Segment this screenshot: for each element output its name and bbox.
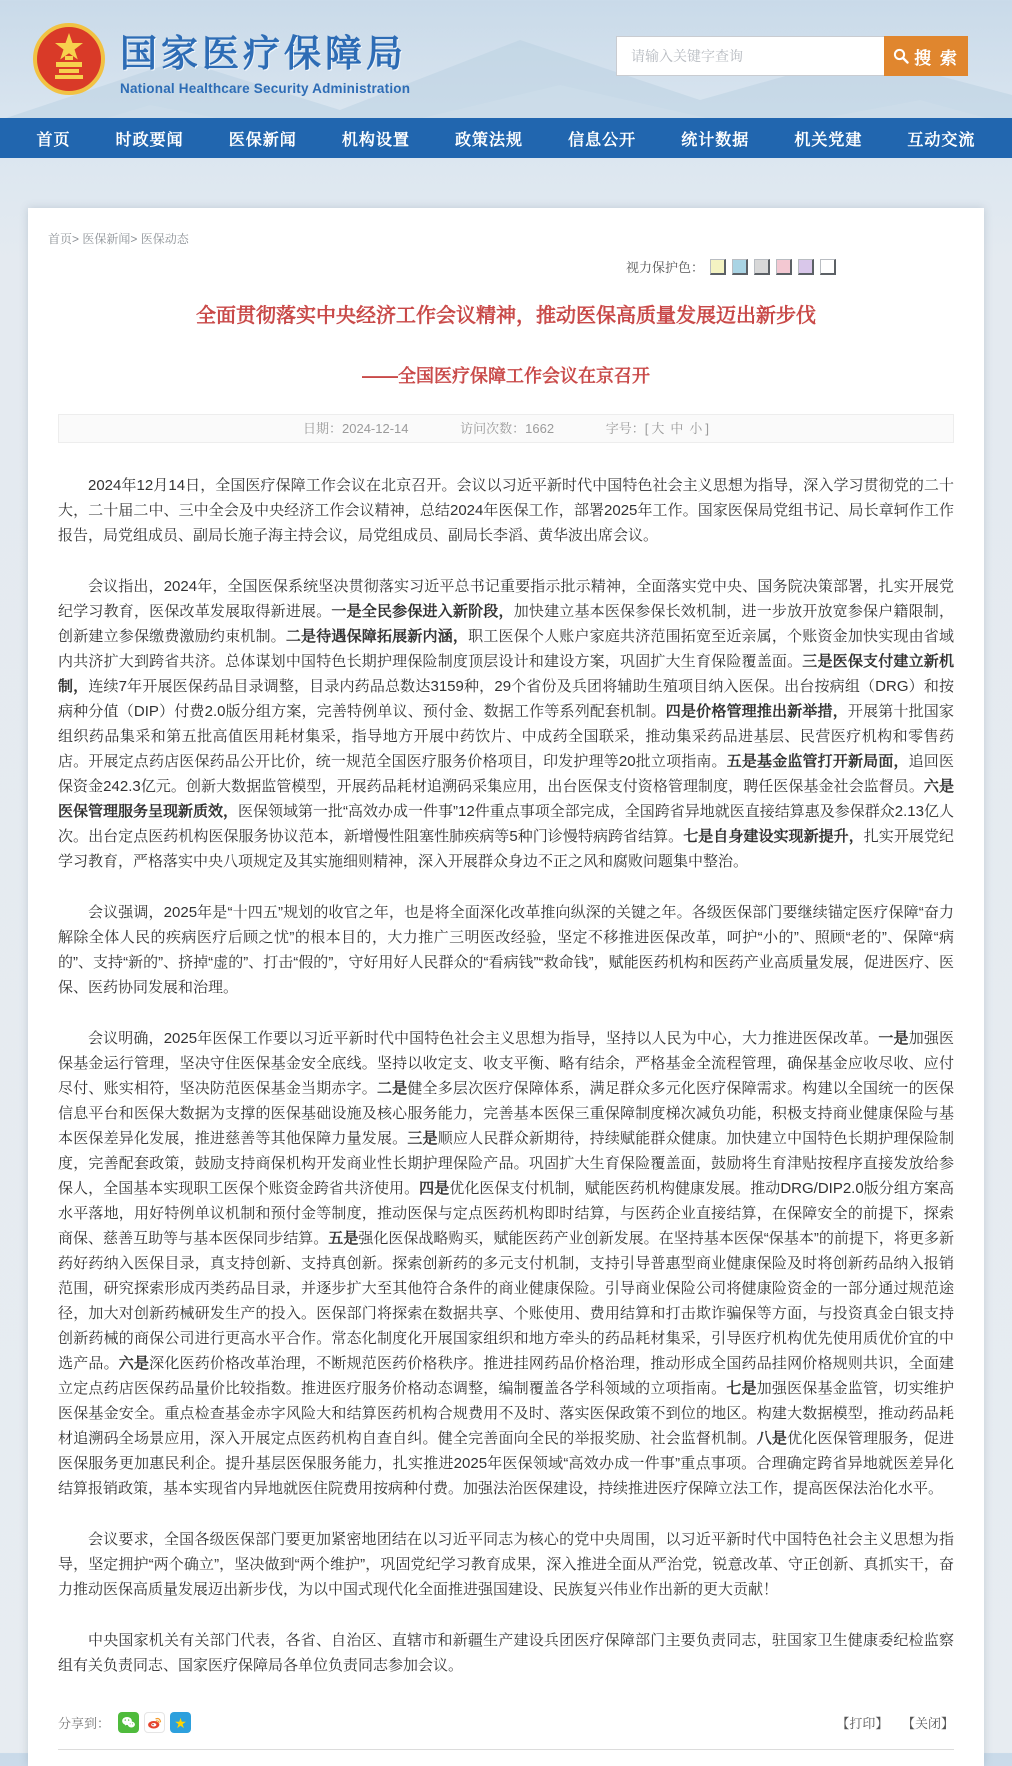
article-subtitle: ——全国医疗保障工作会议在京召开 [362, 366, 650, 386]
breadcrumb [28, 208, 984, 247]
eye-protection-swatch-3[interactable] [754, 259, 770, 275]
font-size-small[interactable]: 小 [689, 421, 703, 436]
eye-protection-row [28, 257, 984, 276]
nav-item-statistics[interactable]: 统计数据 [681, 131, 750, 149]
font-size-label: 字号： [605, 421, 645, 436]
visits-count: 1662 [525, 421, 555, 436]
article-meta-bar [58, 414, 954, 443]
eye-protection-label: 视力保护色： [625, 260, 704, 275]
nav-item-home[interactable]: 首页 [36, 131, 71, 149]
nav-item-interaction[interactable]: 互动交流 [907, 131, 976, 149]
wechat-icon[interactable] [118, 1712, 139, 1733]
eye-protection-swatch-6[interactable] [820, 259, 836, 275]
search-icon [893, 48, 909, 64]
nav-item-organization[interactable]: 机构设置 [341, 131, 410, 149]
font-size-medium[interactable]: 中 [670, 421, 684, 436]
close-button[interactable]: 【关闭】 [901, 1716, 954, 1731]
article-body [58, 443, 954, 1678]
article-paragraph: 会议要求，全国各级医保部门要更加紧密地团结在以习近平同志为核心的党中央周围，以习近平新时代中国特色社会主义思想为指导，坚定拥护“两个确立”，坚决做到“两个维护”，巩固党纪学习教育成果，深入推进全面从严治党，锐意改革、守正创新、真抓实干，奋力推动医保高质量发展迈出新步伐，为以中国式现代化全面推进强国建设、民族复兴伟业作出新的更大贡献！ [58, 1531, 954, 1598]
eye-protection-swatch-2[interactable] [732, 259, 748, 275]
share-icons [118, 1712, 191, 1733]
article-paragraph: 会议明确，2025年医保工作要以习近平新时代中国特色社会主义思想为指导，坚持以人民为中心，大力推进医保改革。一是加强医保基金运行管理，坚决守住医保基金安全底线。坚持以收定支、收支平衡、略有结余，严格基金全流程管理，确保基金应收尽收、应付尽付、账实相符，坚决防范医保基金当期赤字。二是健全多层次医疗保障体系，满足群众多元化医疗保障需求。构建以全国统一的医保信息平台和医保大数据为支撑的医保基础设施及核心服务能力，完善基本医保三重保障制度梯次减负功能，积极支持商业健康保险与基本医保差异化发展，推进慈善等其他保障力量发展。三是顺应人民群众新期待，持续赋能群众健康。加快建立中国特色长期护理保险制度，完善配套政策，鼓励支持商保机构开发商业性长期护理保险产品。巩固扩大生育保险覆盖面，鼓励将生育津贴按程序直接发放给参保人，全国基本实现职工医保个账资金跨省共济使用。四是优化医保支付机制，赋能医药机构健康发展。推动DRG/DIP2.0版分组方案高水平落地，用好特例单议机制和预付金等制度，推动医保与定点医药机构即时结算，与医药企业直接结算，在保障安全的前提下，探索商保、慈善互助等与基本医保同步结算。五是强化医保战略购买，赋能医药产业创新发展。在坚持基本医保“保基本”的前提下，将更多新药好药纳入医保目录，真支持创新、支持真创新。探索创新药的多元支付机制，支持引导普惠型商业健康保险及时将创新药品纳入报销范围，研究探索形成丙类药品目录，并逐步扩大至其他符合条件的商业健康保险。引导商业保险公司将健康险资金的一部分通过规范途径，加大对创新药械研发生产的投入。医保部门将探索在数据共享、个账使用、费用结算和打击欺诈骗保等方面，与投资真金白银支持创新药械的商保公司进行更高水平合作。常态化制度化开展国家组织和地方牵头的药品耗材集采，引导医疗机构优先使用质优价宜的中选产品。六是深化医药价格改革治理，不断规范医药价格秩序。推进挂网药品价格治理，推动形成全国药品挂网价格规则共识，全面建立定点药店医保药品量价比较指数。推进医疗服务价格动态调整，编制覆盖各学科领域的立项指南。七是加强医保基金监管，切实维护医保基金安全。重点检查基金赤字风险大和结算医药机构合规费用不及时、落实医保政策不到位的地区。构建大数据模型，推动药品耗材追溯码全场景应用，深入开展定点医药机构自查自纠。健全完善面向全民的举报奖励、社会监督机制。八是优化医保管理服务，促进医保服务更加惠民利企。提升基层医保服务能力，扎实推进2025年医保领域“高效办成一件事”重点事项。合理确定跨省异地就医差异化结算报销政策，基本实现省内异地就医住院费用按病种付费。加强法治医保建设，持续推进医疗保障立法工作，提高医保法治化水平。 [58, 1030, 954, 1497]
search-button[interactable] [884, 36, 968, 76]
article-paragraph: 会议强调，2025年是“十四五”规划的收官之年，也是将全面深化改革推向纵深的关键之年。各级医保部门要继续锚定医疗保障“奋力解除全体人民的疾病医疗后顾之忧”的根本目的，大力推广三明医改经验，坚定不移推进医保改革，呵护“小的”、照顾“老的”、保障“病的”、支持“新的”、挤掉“虚的”、打击“假的”，守好用好人民群众的“看病钱”“救命钱”，赋能医药机构和医药产业高质量发展，促进医疗、医保、医药协同发展和治理。 [58, 904, 954, 996]
article-paragraph: 中央国家机关有关部门代表，各省、自治区、直辖市和新疆生产建设兵团医疗保障部门主要负责同志，驻国家卫生健康委纪检监察组有关负责同志、国家医疗保障局各单位负责同志参加会议。 [58, 1632, 954, 1674]
nav-item-policy-laws[interactable]: 政策法规 [454, 131, 523, 149]
nav-item-medical-news[interactable]: 医保新闻 [228, 131, 297, 149]
date-label: 日期： [302, 421, 342, 436]
font-bracket-close: ] [705, 421, 709, 436]
eye-protection-swatches [710, 259, 836, 275]
breadcrumb-home[interactable]: 首页 [48, 232, 73, 246]
nav-item-info-disclosure[interactable]: 信息公开 [568, 131, 637, 149]
qzone-icon[interactable]: ★ [170, 1712, 191, 1733]
breadcrumb-medical-dynamics[interactable]: 医保动态 [140, 232, 189, 246]
content-panel [28, 208, 984, 1766]
eye-protection-swatch-5[interactable] [798, 259, 814, 275]
font-size-large[interactable]: 大 [651, 421, 665, 436]
site-title-english: National Healthcare Security Administration [120, 80, 411, 96]
site-title: 国家医疗保障局 [120, 32, 407, 74]
breadcrumb-separator: > [72, 232, 83, 246]
article-paragraph: 会议指出，2024年，全国医保系统坚决贯彻落实习近平总书记重要指示批示精神，全面落实党中央、国务院决策部署，扎实开展党纪学习教育，医保改革发展取得新进展。一是全民参保进入新阶段，加快建立基本医保参保长效机制，进一步放开放宽参保户籍限制，创新建立参保缴费激励约束机制。二是待遇保障拓展新内涵，职工医保个人账户家庭共济范围拓宽至近亲属，个账资金加快实现由省域内共济扩大到跨省共济。总体谋划中国特色长期护理保险制度顶层设计和建设方案，巩固扩大生育保险覆盖面。三是医保支付建立新机制，连续7年开展医保药品目录调整，目录内药品总数达3159种，29个省份及兵团将辅助生殖项目纳入医保。出台按病组（DRG）和按病种分值（DIP）付费2.0版分组方案，完善特例单议、预付金、数据工作等系列配套机制。四是价格管理推出新举措，开展第十批国家组织药品集采和第五批高值医用耗材集采，指导地方开展中药饮片、中成药全国联采，推动集采药品进基层、民营医疗机构和零售药店。开展定点药店医保药品公开比价，统一规范全国医疗服务价格项目，印发护理等20批立项指南。五是基金监管打开新局面，追回医保资金242.3亿元。创新大数据监管模型，开展药品耗材追溯码采集应用，出台医保支付资格管理制度，聘任医保基金社会监督员。六是医保管理服务呈现新质效，医保领域第一批“高效办成一件事”12件重点事项全部完成，全国跨省异地就医直接结算惠及参保群众2.13亿人次。出台定点医药机构医保服务协议范本，新增慢性阻塞性肺疾病等5种门诊慢特病跨省结算。七是自身建设实现新提升，扎实开展党纪学习教育，严格落实中央八项规定及其实施细则精神，深入开展群众身边不正之风和腐败问题集中整治。 [58, 578, 954, 870]
breadcrumb-medical-news[interactable]: 医保新闻 [82, 232, 131, 246]
font-bracket-open: [ [644, 421, 649, 436]
article-title: 全面贯彻落实中央经济工作会议精神，推动医保高质量发展迈出新步伐 [196, 305, 816, 327]
article-date: 2024-12-14 [342, 421, 409, 436]
weibo-icon[interactable] [144, 1712, 165, 1733]
nav-item-party-building[interactable]: 机关党建 [794, 131, 863, 149]
nav-bar [0, 118, 1012, 158]
visits-label: 访问次数： [460, 421, 526, 436]
site-header [0, 0, 1012, 118]
eye-protection-swatch-4[interactable] [776, 259, 792, 275]
breadcrumb-separator: > [130, 232, 141, 246]
print-button[interactable]: 【打印】 [836, 1716, 889, 1731]
share-label: 分享到： [58, 1716, 111, 1731]
search-input[interactable] [616, 36, 884, 76]
search-box [616, 36, 968, 76]
font-size-buttons [648, 421, 705, 436]
article-paragraph: 2024年12月14日，全国医疗保障工作会议在北京召开。会议以习近平新时代中国特色社会主义思想为指导，深入学习贯彻党的二十大，二十届二中、三中全会及中央经济工作会议精神，总结2024年医保工作，部署2025年工作。国家医保局党组书记、局长章轲作工作报告，局党组成员、副局长施子海主持会议，局党组成员、副局长李滔、黄华波出席会议。 [58, 477, 954, 544]
nav-item-current-politics[interactable]: 时政要闻 [115, 131, 184, 149]
share-row [58, 1712, 954, 1733]
eye-protection-swatch-1[interactable] [710, 259, 726, 275]
search-button-label: 搜 索 [914, 48, 959, 68]
national-emblem-logo [32, 22, 106, 96]
footer-divider [58, 1749, 954, 1758]
